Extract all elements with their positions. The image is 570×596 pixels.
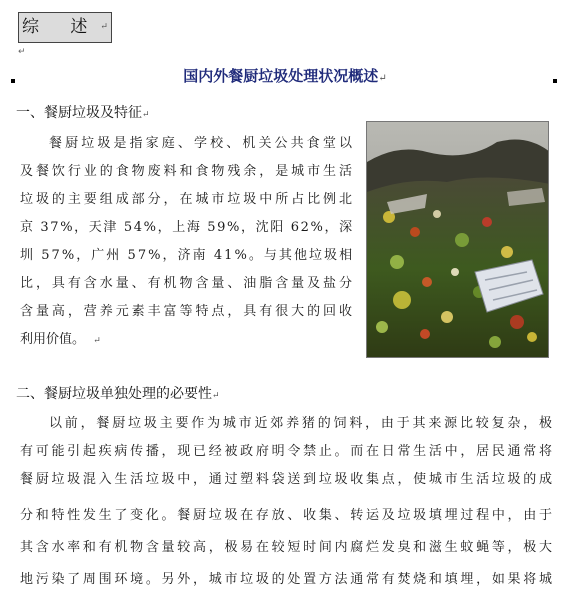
section1-line: 及餐饮行业的食物废料和食物残余，是城市生活 — [20, 164, 355, 179]
paragraph-mark-icon: ↵ — [142, 110, 150, 120]
section2-line: 分和特性发生了变化。餐厨垃圾在存放、收集、转运及垃圾填埋过程中，由于 — [20, 508, 555, 523]
paragraph-mark-icon: ↵ — [212, 391, 220, 401]
section1-line: 含量高，营养元素丰富等特点，具有很大的回收 — [20, 304, 355, 319]
paragraph-mark-icon: ↵ — [378, 73, 387, 84]
section1-line-last: 利用价值。 ↵ — [20, 332, 101, 347]
section1-line: 京 37%，天津 54%，上海 59%，沈阳 62%，深 — [20, 220, 354, 235]
section1-line: 圳 57%，广州 57%，济南 41%。与其他垃圾相 — [20, 248, 355, 263]
paragraph-mark-icon: ↵ — [93, 336, 101, 346]
paragraph-mark-icon: ↵ — [18, 47, 26, 57]
section1-heading — [16, 102, 150, 122]
section2-heading-text: 二、餐厨垃圾单独处理的必要性 — [16, 386, 212, 402]
section-tag-box — [18, 12, 112, 43]
section1-line: 比，具有含水量、有机物含量、油脂含量及盐分 — [20, 276, 355, 291]
section2-heading — [16, 383, 220, 403]
section2-line: 其含水率和有机物含量较高，极易在较短时间内腐烂发臭和滋生蚊蝇等，极大 — [20, 540, 555, 555]
section2-line: 有可能引起疾病传播，现已经被政府明令禁止。而在日常生活中，居民通常将 — [20, 444, 555, 459]
section1-line: 垃圾的主要组成部分，在城市垃圾中所占比例北 — [20, 192, 355, 207]
section2-line: 以前，餐厨垃圾主要作为城市近郊养猪的饲料，由于其来源比较复杂，极 — [49, 416, 555, 431]
page-title — [0, 65, 570, 86]
page-title-text: 国内外餐厨垃圾处理状况概述 — [183, 67, 379, 85]
section-tag-label: 综 述 — [22, 17, 101, 37]
paragraph-mark-icon: ↵ — [100, 22, 108, 32]
section1-heading-text: 一、餐厨垃圾及特征 — [16, 105, 142, 121]
section1-line: 餐厨垃圾是指家庭、学校、机关公共食堂以 — [49, 136, 356, 151]
section2-line: 餐厨垃圾混入生活垃圾中，通过塑料袋送到垃圾收集点，使城市生活垃圾的成 — [20, 472, 555, 487]
section2-line: 地污染了周围环境。另外，城市垃圾的处置方法通常有焚烧和填埋，如果将城 — [20, 572, 555, 587]
food-waste-photo — [366, 121, 549, 358]
